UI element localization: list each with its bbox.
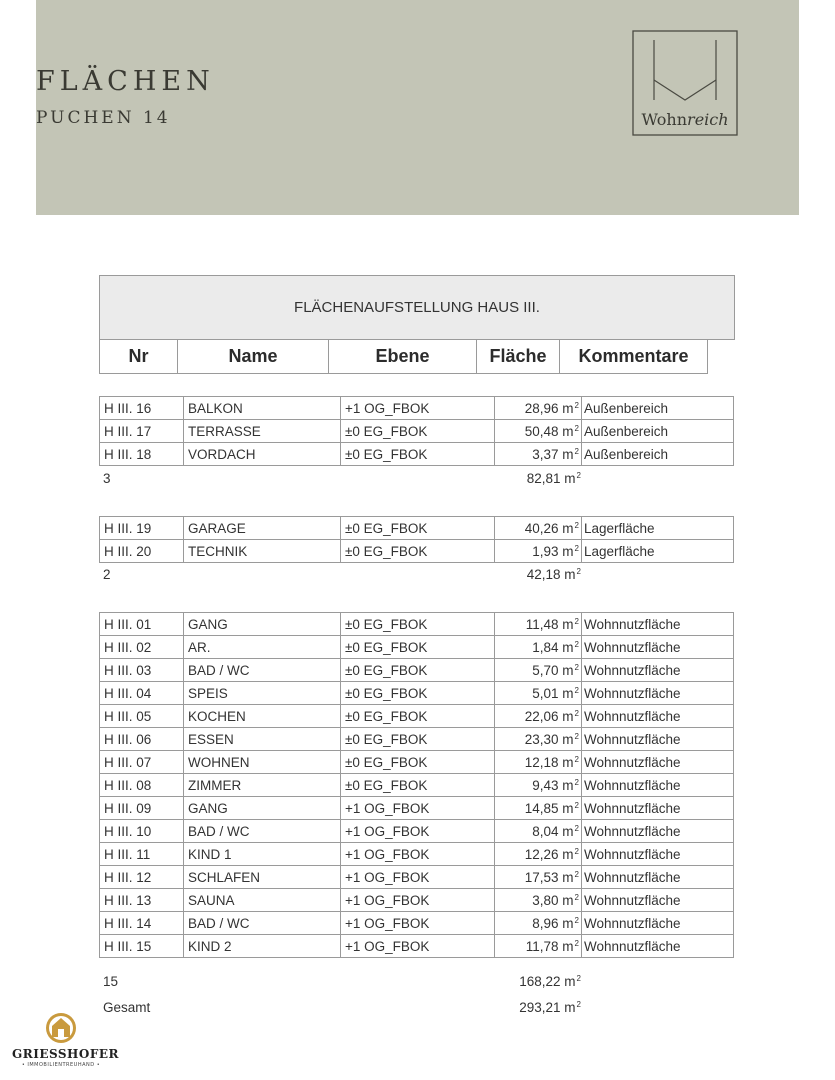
grand-total-label: Gesamt xyxy=(103,1000,151,1015)
cell-name: GANG xyxy=(184,797,341,820)
cell-kommentar: Wohnnutzfläche xyxy=(582,843,734,866)
cell-kommentar: Wohnnutzfläche xyxy=(582,797,734,820)
table-row xyxy=(100,866,734,889)
cell-flaeche: 11,48 $m^2$ xyxy=(495,613,582,636)
page-title: FLÄCHEN xyxy=(36,66,215,97)
col-header-ebene: Ebene xyxy=(329,340,477,374)
cell-ebene: ±0 EG_FBOK xyxy=(341,751,495,774)
area-table xyxy=(99,275,735,374)
cell-ebene: ±0 EG_FBOK xyxy=(341,517,495,540)
cell-kommentar: Außenbereich xyxy=(582,443,734,466)
cell-kommentar: Wohnnutzfläche xyxy=(582,705,734,728)
cell-name: TECHNIK xyxy=(184,540,341,563)
cell-kommentar: Außenbereich xyxy=(582,397,734,420)
group-count: 2 xyxy=(103,566,111,582)
cell-nr: H III. 18 xyxy=(100,443,184,466)
cell-ebene: ±0 EG_FBOK xyxy=(341,443,495,466)
group-total: 168,22 $m^2$ xyxy=(519,973,581,989)
table-row xyxy=(100,843,734,866)
col-header-name: Name xyxy=(178,340,329,374)
col-header-flaeche: Fläche xyxy=(477,340,560,374)
group-count: 3 xyxy=(103,470,111,486)
cell-nr: H III. 10 xyxy=(100,820,184,843)
cell-ebene: ±0 EG_FBOK xyxy=(341,540,495,563)
group-2 xyxy=(99,516,734,563)
cell-flaeche: 8,04 $m^2$ xyxy=(495,820,582,843)
group-3 xyxy=(99,612,734,958)
table-row xyxy=(100,820,734,843)
griesshofer-tagline: • IMMOBILIENTREUHAND • xyxy=(21,1062,101,1068)
col-header-kommentare: Kommentare xyxy=(560,340,708,374)
cell-ebene: +1 OG_FBOK xyxy=(341,866,495,889)
cell-kommentar: Wohnnutzfläche xyxy=(582,820,734,843)
group-count: 15 xyxy=(103,973,119,989)
table-row xyxy=(100,728,734,751)
cell-flaeche: 14,85 $m^2$ xyxy=(495,797,582,820)
cell-name: VORDACH xyxy=(184,443,341,466)
cell-flaeche: 12,26 $m^2$ xyxy=(495,843,582,866)
grand-total-value: 293,21 $m^2$ xyxy=(519,1000,581,1015)
cell-kommentar: Wohnnutzfläche xyxy=(582,751,734,774)
cell-name: WOHNEN xyxy=(184,751,341,774)
griesshofer-logo xyxy=(12,1012,119,1072)
cell-name: ZIMMER xyxy=(184,774,341,797)
cell-nr: H III. 19 xyxy=(100,517,184,540)
cell-ebene: ±0 EG_FBOK xyxy=(341,659,495,682)
cell-nr: H III. 15 xyxy=(100,935,184,958)
table-row xyxy=(100,912,734,935)
cell-flaeche: 1,93 $m^2$ xyxy=(495,540,582,563)
cell-flaeche: 22,06 $m^2$ xyxy=(495,705,582,728)
cell-nr: H III. 07 xyxy=(100,751,184,774)
page-subtitle: PUCHEN 14 xyxy=(36,108,171,128)
cell-kommentar: Lagerfläche xyxy=(582,540,734,563)
cell-kommentar: Wohnnutzfläche xyxy=(582,682,734,705)
cell-kommentar: Wohnnutzfläche xyxy=(582,866,734,889)
cell-ebene: +1 OG_FBOK xyxy=(341,397,495,420)
group-total: 82,81 $m^2$ xyxy=(526,470,581,486)
wohnreich-logo xyxy=(632,30,738,136)
cell-name: GARAGE xyxy=(184,517,341,540)
table-row xyxy=(100,774,734,797)
cell-kommentar: Außenbereich xyxy=(582,420,734,443)
cell-nr: H III. 14 xyxy=(100,912,184,935)
column-headers xyxy=(99,340,708,374)
group-total: 42,18 $m^2$ xyxy=(526,566,581,582)
cell-flaeche: 50,48 $m^2$ xyxy=(495,420,582,443)
cell-name: BALKON xyxy=(184,397,341,420)
cell-kommentar: Wohnnutzfläche xyxy=(582,728,734,751)
wohnreich-logo-text: Wohnreich xyxy=(641,110,729,129)
cell-ebene: ±0 EG_FBOK xyxy=(341,636,495,659)
cell-nr: H III. 11 xyxy=(100,843,184,866)
cell-nr: H III. 17 xyxy=(100,420,184,443)
cell-name: KOCHEN xyxy=(184,705,341,728)
cell-nr: H III. 06 xyxy=(100,728,184,751)
table-row xyxy=(100,935,734,958)
cell-ebene: ±0 EG_FBOK xyxy=(341,613,495,636)
cell-flaeche: 3,80 $m^2$ xyxy=(495,889,582,912)
cell-name: BAD / WC xyxy=(184,659,341,682)
cell-flaeche: 5,01 $m^2$ xyxy=(495,682,582,705)
cell-ebene: +1 OG_FBOK xyxy=(341,912,495,935)
cell-ebene: ±0 EG_FBOK xyxy=(341,682,495,705)
table-row xyxy=(100,540,734,563)
cell-kommentar: Wohnnutzfläche xyxy=(582,889,734,912)
cell-nr: H III. 04 xyxy=(100,682,184,705)
cell-flaeche: 9,43 $m^2$ xyxy=(495,774,582,797)
cell-nr: H III. 01 xyxy=(100,613,184,636)
cell-kommentar: Wohnnutzfläche xyxy=(582,636,734,659)
cell-name: AR. xyxy=(184,636,341,659)
cell-nr: H III. 02 xyxy=(100,636,184,659)
table-row xyxy=(100,705,734,728)
cell-name: KIND 1 xyxy=(184,843,341,866)
cell-name: GANG xyxy=(184,613,341,636)
cell-name: ESSEN xyxy=(184,728,341,751)
cell-ebene: +1 OG_FBOK xyxy=(341,935,495,958)
cell-ebene: +1 OG_FBOK xyxy=(341,889,495,912)
cell-kommentar: Wohnnutzfläche xyxy=(582,935,734,958)
cell-flaeche: 17,53 $m^2$ xyxy=(495,866,582,889)
cell-kommentar: Wohnnutzfläche xyxy=(582,912,734,935)
cell-nr: H III. 09 xyxy=(100,797,184,820)
cell-flaeche: 1,84 $m^2$ xyxy=(495,636,582,659)
cell-flaeche: 23,30 $m^2$ xyxy=(495,728,582,751)
cell-flaeche: 28,96 $m^2$ xyxy=(495,397,582,420)
cell-nr: H III. 05 xyxy=(100,705,184,728)
table-row xyxy=(100,613,734,636)
cell-name: SPEIS xyxy=(184,682,341,705)
cell-flaeche: 3,37 $m^2$ xyxy=(495,443,582,466)
cell-nr: H III. 20 xyxy=(100,540,184,563)
cell-name: KIND 2 xyxy=(184,935,341,958)
griesshofer-emblem-icon xyxy=(12,1012,110,1046)
cell-ebene: +1 OG_FBOK xyxy=(341,820,495,843)
cell-kommentar: Wohnnutzfläche xyxy=(582,774,734,797)
cell-ebene: ±0 EG_FBOK xyxy=(341,705,495,728)
cell-nr: H III. 03 xyxy=(100,659,184,682)
cell-name: SCHLAFEN xyxy=(184,866,341,889)
cell-name: SAUNA xyxy=(184,889,341,912)
cell-ebene: +1 OG_FBOK xyxy=(341,843,495,866)
cell-ebene: ±0 EG_FBOK xyxy=(341,728,495,751)
cell-flaeche: 5,70 $m^2$ xyxy=(495,659,582,682)
cell-nr: H III. 08 xyxy=(100,774,184,797)
griesshofer-name: GRIESSHOFER xyxy=(12,1047,119,1061)
cell-flaeche: 12,18 $m^2$ xyxy=(495,751,582,774)
cell-nr: H III. 12 xyxy=(100,866,184,889)
table-row xyxy=(100,420,734,443)
cell-ebene: ±0 EG_FBOK xyxy=(341,420,495,443)
col-header-nr: Nr xyxy=(100,340,178,374)
table-row xyxy=(100,797,734,820)
table-row xyxy=(100,751,734,774)
cell-nr: H III. 16 xyxy=(100,397,184,420)
cell-name: BAD / WC xyxy=(184,912,341,935)
table-row xyxy=(100,636,734,659)
cell-kommentar: Lagerfläche xyxy=(582,517,734,540)
table-row xyxy=(100,682,734,705)
cell-name: TERRASSE xyxy=(184,420,341,443)
table-title: FLÄCHENAUFSTELLUNG HAUS III. xyxy=(99,275,735,340)
cell-flaeche: 8,96 $m^2$ xyxy=(495,912,582,935)
cell-ebene: +1 OG_FBOK xyxy=(341,797,495,820)
table-row xyxy=(100,443,734,466)
cell-name: BAD / WC xyxy=(184,820,341,843)
cell-kommentar: Wohnnutzfläche xyxy=(582,613,734,636)
table-row xyxy=(100,659,734,682)
table-row xyxy=(100,397,734,420)
cell-flaeche: 11,78 $m^2$ xyxy=(495,935,582,958)
cell-ebene: ±0 EG_FBOK xyxy=(341,774,495,797)
cell-kommentar: Wohnnutzfläche xyxy=(582,659,734,682)
table-row xyxy=(100,517,734,540)
cell-nr: H III. 13 xyxy=(100,889,184,912)
table-row xyxy=(100,889,734,912)
cell-flaeche: 40,26 $m^2$ xyxy=(495,517,582,540)
group-1 xyxy=(99,396,734,466)
